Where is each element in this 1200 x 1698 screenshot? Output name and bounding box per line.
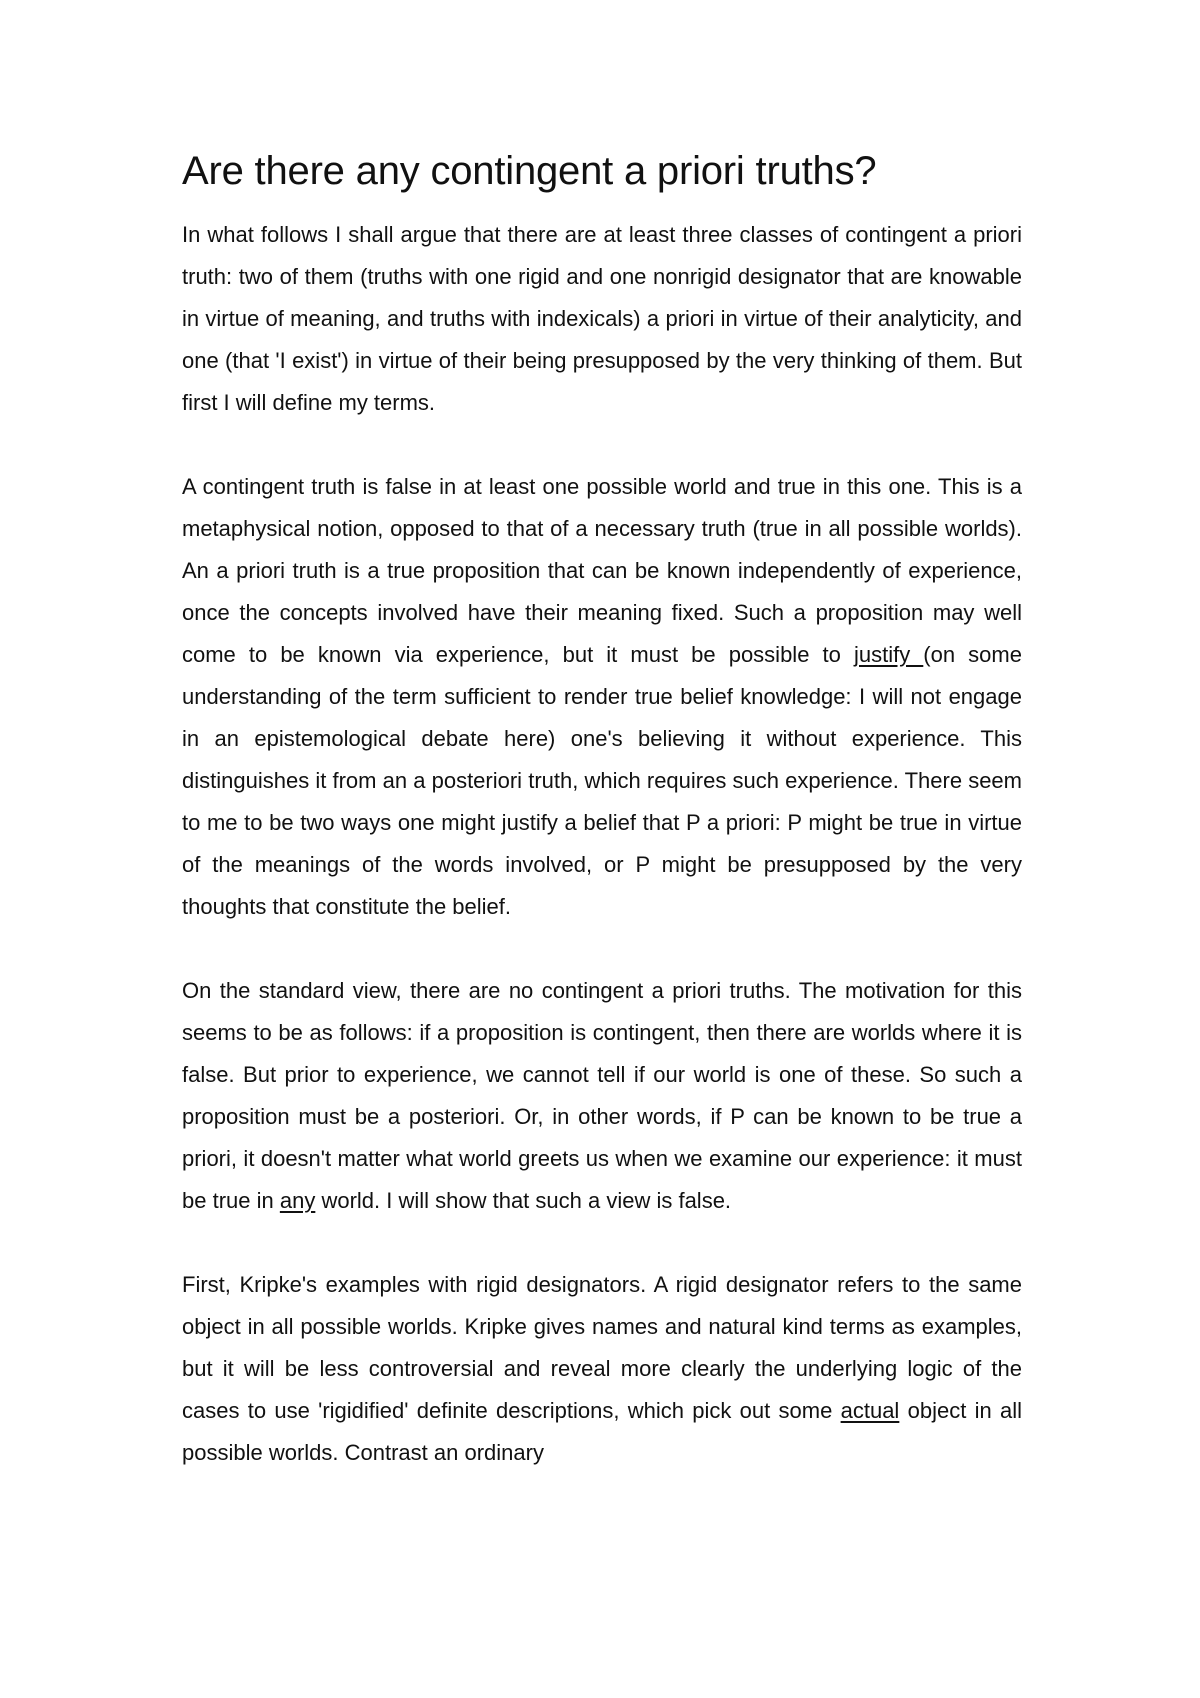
underlined-word-justify: justify: [853, 642, 924, 667]
document-title: Are there any contingent a priori truths?: [182, 149, 877, 193]
paragraph-text: In what follows I shall argue that there are at least three classes of contingent a priori truth: two of them (truths with one rigid and one nonrigid designator that are knowable in virtue of meaning, and truths with indexicals) a priori in virtue of their analyticity, and one (that 'I exist') in virtue of their being presupposed by the very thinking of them. But first I will define my terms.: [182, 222, 1022, 415]
paragraph-2: [182, 466, 1022, 928]
paragraph-text: world. I will show that such a view is false.: [315, 1188, 732, 1213]
paragraph-text: On the standard view, there are no contingent a priori truths. The motivation for this seems to be as follows: if a proposition is contingent, then there are worlds where it is false. But prior to experience, we cannot tell if our world is one of these. So such a proposition must be a posteriori. Or, in other words, if P can be known to be true a priori, it doesn't matter what world greets us when we examine our experience: it must be true in: [182, 978, 1022, 1213]
paragraph-1: [182, 214, 1022, 424]
paragraph-text: (on some understanding of the term sufficient to render true belief knowledge: I will not engage in an epistemological debate here) one's believing it without experience. This distinguishes it from an a posteriori truth, which requires such experience. There seem to me to be two ways one might justify a belief that P a priori: P might be true in virtue of the meanings of the words involved, or P might be presupposed by the very thoughts that constitute the belief.: [182, 642, 1022, 919]
paragraph-text: First, Kripke's examples with rigid designators. A rigid designator refers to the same object in all possible worlds. Kripke gives names and natural kind terms as examples, but it will be less controversial and reveal more clearly the underlying logic of the cases to use 'rigidified' definite descriptions, which pick out some: [182, 1272, 1022, 1423]
document-page: [182, 148, 1022, 1474]
underlined-word-actual: actual: [840, 1398, 900, 1423]
paragraph-4: [182, 1264, 1022, 1474]
underlined-word-any: any: [279, 1188, 316, 1213]
paragraph-3: [182, 970, 1022, 1222]
paragraph-text: A contingent truth is false in at least one possible world and true in this one. This is a metaphysical notion, opposed to that of a necessary truth (true in all possible worlds). An a priori truth is a true proposition that can be known independently of experience, once the concepts involved have their meaning fixed. Such a proposition may well come to be known via experience, but it must be possible to: [182, 474, 1022, 667]
paragraph-text: object in all possible worlds. Contrast an ordinary: [182, 1398, 1023, 1465]
